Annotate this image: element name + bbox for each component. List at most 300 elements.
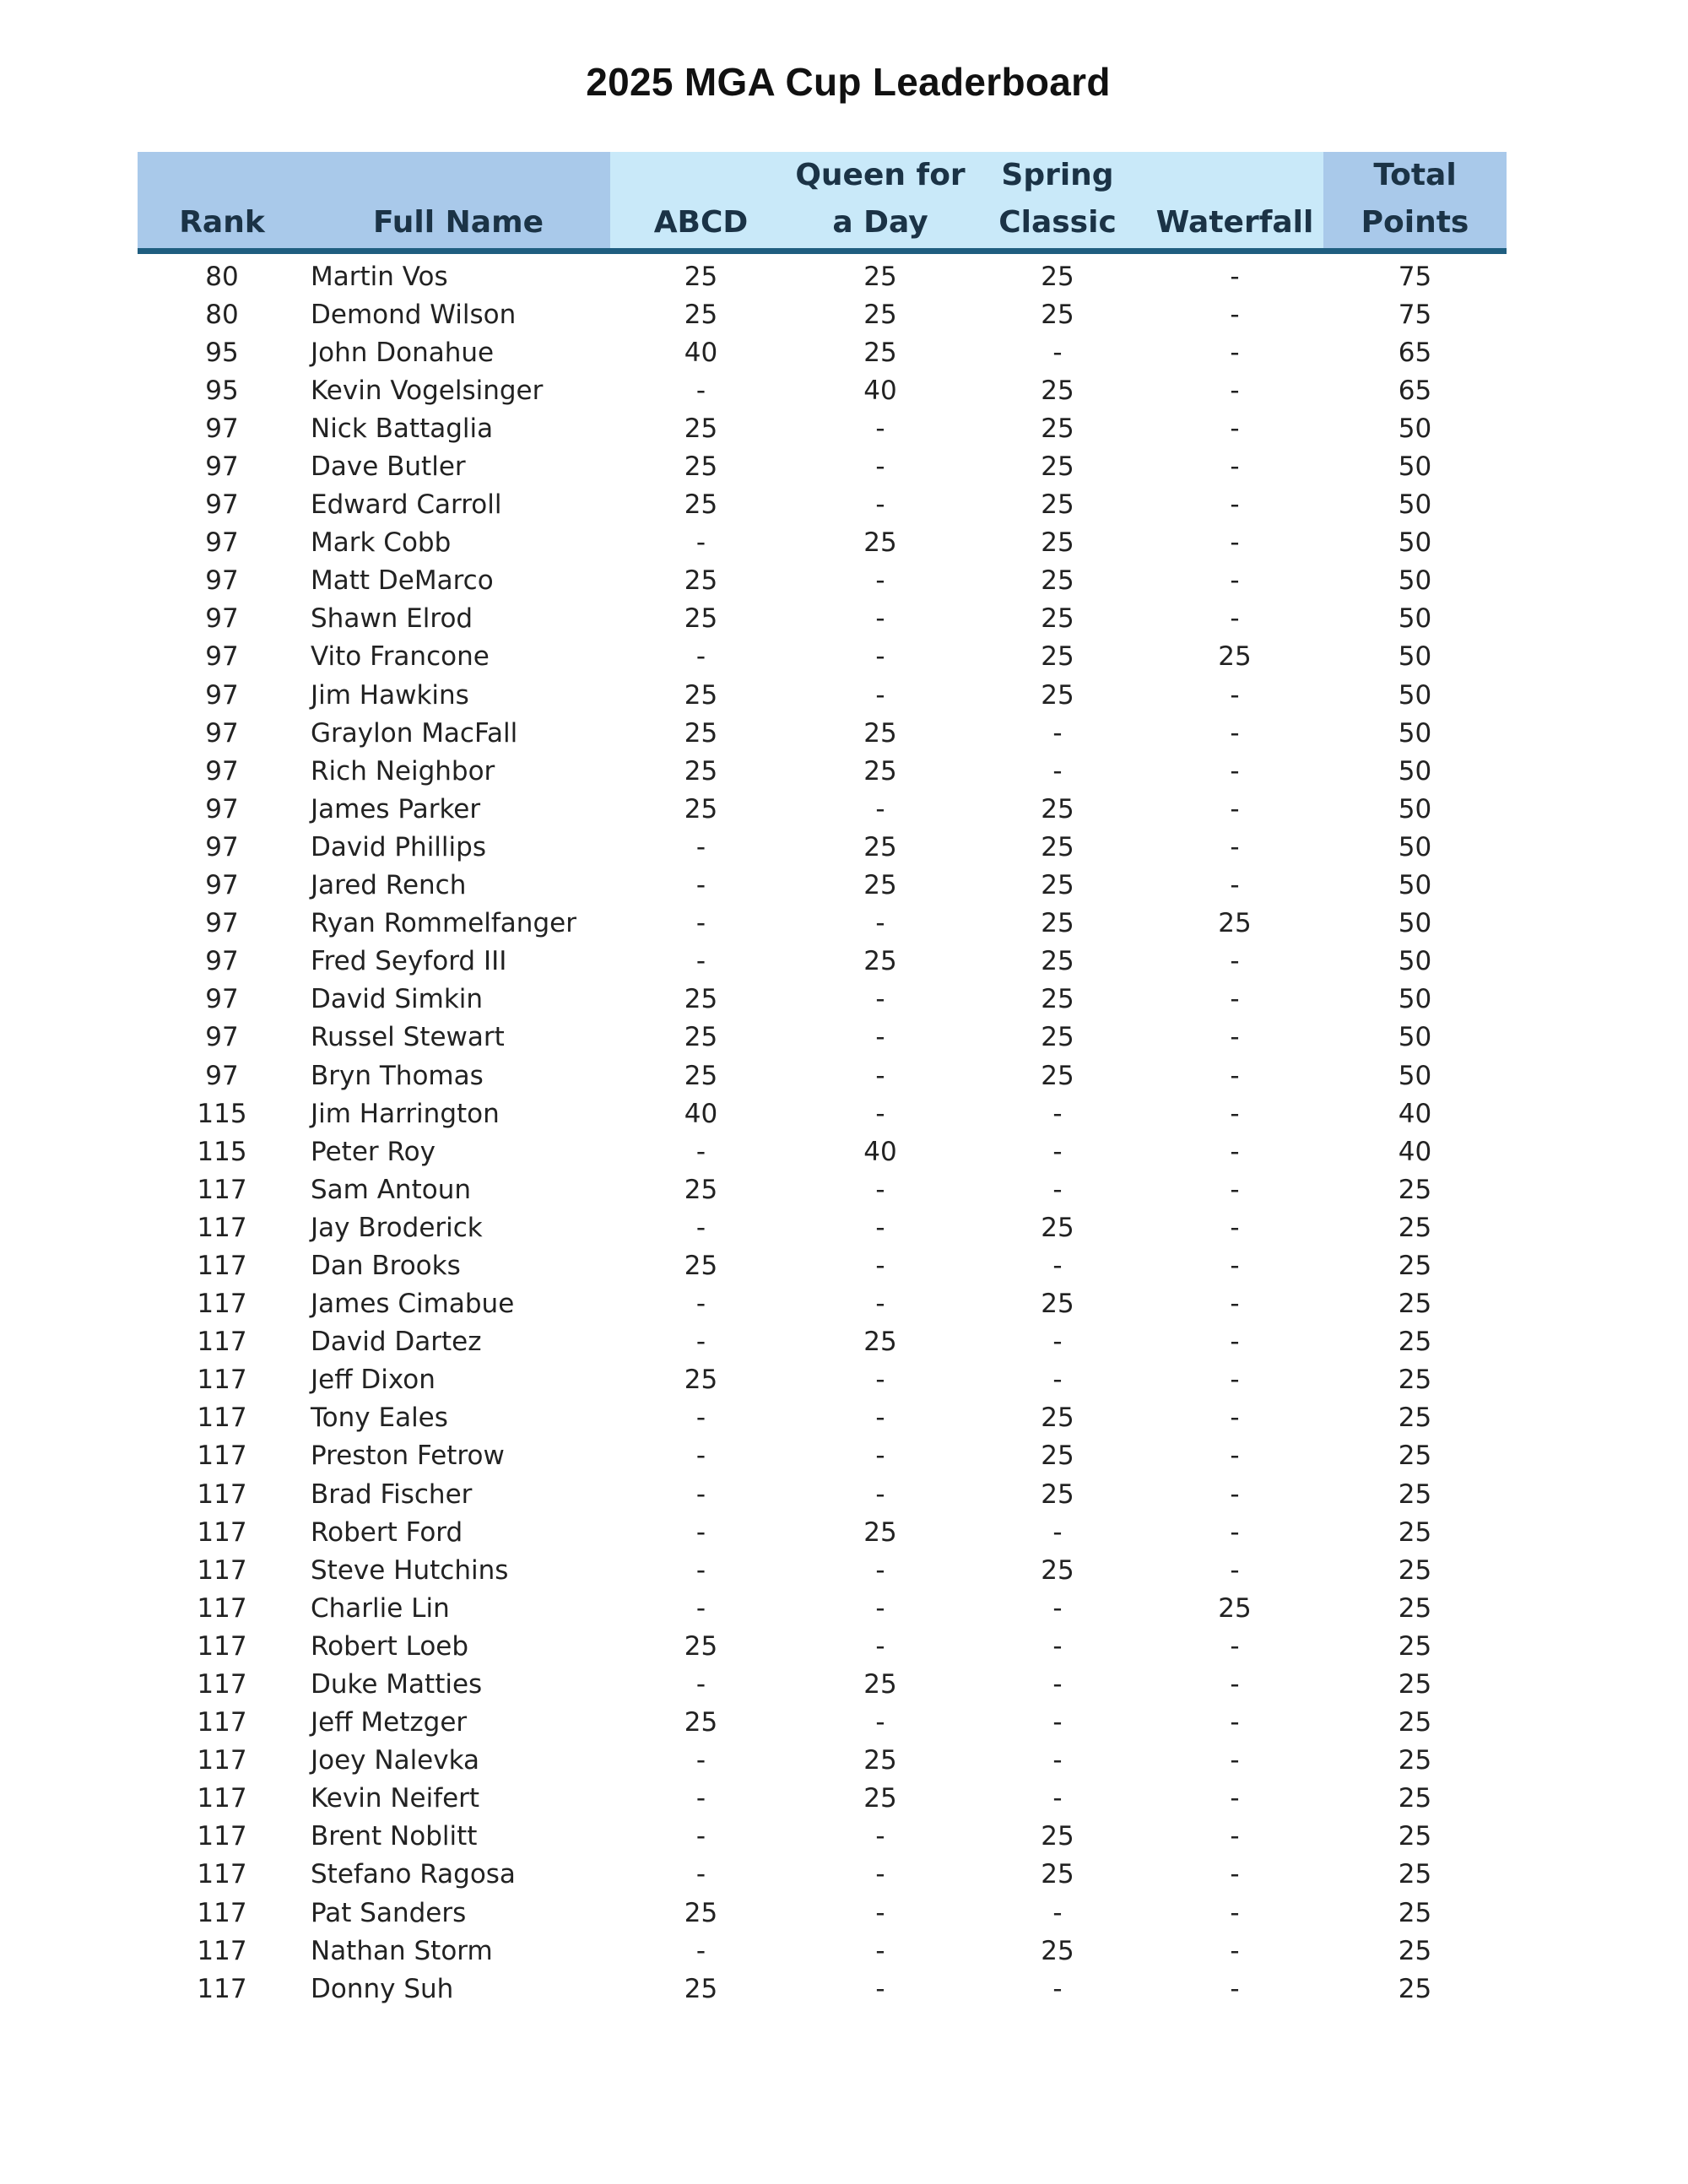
total-points-cell: 50 <box>1398 984 1432 1015</box>
waterfall-cell: - <box>1230 1707 1240 1738</box>
waterfall-cell: - <box>1230 489 1240 521</box>
queen-for-a-day-cell: 25 <box>863 946 897 977</box>
abcd-cell: - <box>695 1403 706 1434</box>
abcd-cell: 25 <box>684 1897 718 1928</box>
queen-for-a-day-cell: - <box>875 1060 885 1091</box>
waterfall-cell: - <box>1230 1783 1240 1814</box>
total-points-cell: 25 <box>1398 1935 1432 1966</box>
abcd-cell: - <box>695 1212 706 1243</box>
abcd-cell: 25 <box>684 984 718 1015</box>
header-total-line1: Total <box>1373 158 1457 192</box>
spring-classic-cell: 25 <box>1041 1554 1074 1586</box>
abcd-cell: 25 <box>684 1250 718 1281</box>
table-row <box>138 1361 1507 1399</box>
name-cell: Donny Suh <box>311 1973 454 2004</box>
name-cell: David Simkin <box>311 984 484 1015</box>
abcd-cell: - <box>695 527 706 559</box>
total-points-cell: 50 <box>1398 451 1432 483</box>
waterfall-cell: - <box>1230 1136 1240 1167</box>
waterfall-cell: - <box>1230 1174 1240 1205</box>
rank-cell: 97 <box>205 603 239 635</box>
waterfall-cell: - <box>1230 1669 1240 1700</box>
table-row <box>138 752 1507 790</box>
rank-cell: 97 <box>205 946 239 977</box>
name-cell: Jared Rench <box>311 870 467 901</box>
name-cell: Robert Loeb <box>311 1630 469 1662</box>
abcd-cell: 25 <box>684 1365 718 1396</box>
name-cell: Peter Roy <box>311 1136 436 1167</box>
total-points-cell: 40 <box>1398 1098 1432 1129</box>
spring-classic-cell: - <box>1052 1707 1063 1738</box>
abcd-cell: - <box>695 946 706 977</box>
abcd-cell: - <box>695 1289 706 1320</box>
total-points-cell: 50 <box>1398 793 1432 824</box>
abcd-cell: - <box>695 1935 706 1966</box>
total-points-cell: 25 <box>1398 1783 1432 1814</box>
table-row <box>138 1095 1507 1133</box>
waterfall-cell: - <box>1230 1821 1240 1852</box>
waterfall-cell: - <box>1230 984 1240 1015</box>
header-spring-line1: Spring <box>1001 158 1114 192</box>
queen-for-a-day-cell: - <box>875 1365 885 1396</box>
rank-cell: 117 <box>197 1479 247 1510</box>
queen-for-a-day-cell: - <box>875 413 885 444</box>
queen-for-a-day-cell: - <box>875 1592 885 1624</box>
header-total-points <box>1323 152 1507 251</box>
spring-classic-cell: - <box>1052 337 1063 368</box>
rank-cell: 117 <box>197 1935 247 1966</box>
abcd-cell: 25 <box>684 717 718 749</box>
table-row <box>138 333 1507 371</box>
queen-for-a-day-cell: - <box>875 641 885 673</box>
table-row <box>138 1627 1507 1665</box>
waterfall-cell: - <box>1230 1745 1240 1776</box>
spring-classic-cell: 25 <box>1041 1859 1074 1890</box>
queen-for-a-day-cell: 40 <box>863 1136 897 1167</box>
total-points-cell: 25 <box>1398 1630 1432 1662</box>
spring-classic-cell: 25 <box>1041 1212 1074 1243</box>
abcd-cell: - <box>695 908 706 939</box>
total-points-cell: 40 <box>1398 1136 1432 1167</box>
total-points-cell: 50 <box>1398 489 1432 521</box>
abcd-cell: - <box>695 1136 706 1167</box>
table-row <box>138 1856 1507 1894</box>
abcd-cell: 25 <box>684 565 718 597</box>
total-points-cell: 25 <box>1398 1289 1432 1320</box>
abcd-cell: - <box>695 1441 706 1472</box>
table-row <box>138 295 1507 333</box>
header-full-name-label: Full Name <box>373 205 544 240</box>
abcd-cell: - <box>695 1669 706 1700</box>
table-row <box>138 1513 1507 1551</box>
spring-classic-cell: 25 <box>1041 451 1074 483</box>
table-row <box>138 981 1507 1019</box>
rank-cell: 97 <box>205 755 239 787</box>
name-cell: Nathan Storm <box>311 1935 493 1966</box>
total-points-cell: 25 <box>1398 1441 1432 1472</box>
rank-cell: 97 <box>205 679 239 711</box>
spring-classic-cell: 25 <box>1041 375 1074 406</box>
queen-for-a-day-cell: - <box>875 1707 885 1738</box>
abcd-cell: 25 <box>684 413 718 444</box>
rank-cell: 97 <box>205 413 239 444</box>
queen-for-a-day-cell: - <box>875 679 885 711</box>
spring-classic-cell: - <box>1052 1516 1063 1548</box>
table-row <box>138 562 1507 600</box>
queen-for-a-day-cell: 40 <box>863 375 897 406</box>
spring-classic-cell: 25 <box>1041 299 1074 330</box>
table-row <box>138 1589 1507 1627</box>
rank-cell: 117 <box>197 1250 247 1281</box>
total-points-cell: 25 <box>1398 1554 1432 1586</box>
table-row <box>138 867 1507 905</box>
name-cell: Demond Wilson <box>311 299 517 330</box>
rank-cell: 117 <box>197 1327 247 1358</box>
rank-cell: 97 <box>205 565 239 597</box>
abcd-cell: 25 <box>684 451 718 483</box>
queen-for-a-day-cell: - <box>875 1212 885 1243</box>
waterfall-cell: - <box>1230 1441 1240 1472</box>
spring-classic-cell: - <box>1052 1098 1063 1129</box>
abcd-cell: - <box>695 1592 706 1624</box>
leaderboard-table <box>138 152 1507 2008</box>
rank-cell: 97 <box>205 1060 239 1091</box>
header-full-name <box>306 152 610 251</box>
queen-for-a-day-cell: 25 <box>863 527 897 559</box>
waterfall-cell: - <box>1230 1630 1240 1662</box>
queen-for-a-day-cell: - <box>875 1973 885 2004</box>
queen-for-a-day-cell: - <box>875 451 885 483</box>
queen-for-a-day-cell: - <box>875 1479 885 1510</box>
name-cell: Ryan Rommelfanger <box>311 908 576 939</box>
abcd-cell: 25 <box>684 1630 718 1662</box>
queen-for-a-day-cell: - <box>875 1441 885 1472</box>
waterfall-cell: - <box>1230 1973 1240 2004</box>
abcd-cell: - <box>695 831 706 862</box>
name-cell: Charlie Lin <box>311 1592 450 1624</box>
table-row <box>138 828 1507 866</box>
queen-for-a-day-cell: - <box>875 984 885 1015</box>
spring-classic-cell: 25 <box>1041 261 1074 292</box>
abcd-cell: 25 <box>684 261 718 292</box>
header-rank <box>138 152 306 251</box>
abcd-cell: - <box>695 1783 706 1814</box>
waterfall-cell: - <box>1230 1365 1240 1396</box>
name-cell: Stefano Ragosa <box>311 1859 516 1890</box>
name-cell: Jim Harrington <box>311 1098 500 1129</box>
queen-for-a-day-cell: - <box>875 489 885 521</box>
waterfall-cell: 25 <box>1218 1592 1252 1624</box>
abcd-cell: - <box>695 1859 706 1890</box>
total-points-cell: 65 <box>1398 375 1432 406</box>
queen-for-a-day-cell: - <box>875 1250 885 1281</box>
total-points-cell: 25 <box>1398 1745 1432 1776</box>
abcd-cell: 25 <box>684 489 718 521</box>
total-points-cell: 50 <box>1398 527 1432 559</box>
queen-for-a-day-cell: 25 <box>863 261 897 292</box>
waterfall-cell: 25 <box>1218 908 1252 939</box>
name-cell: Graylon MacFall <box>311 717 518 749</box>
rank-cell: 117 <box>197 1365 247 1396</box>
spring-classic-cell: - <box>1052 1669 1063 1700</box>
waterfall-cell: - <box>1230 261 1240 292</box>
queen-for-a-day-cell: - <box>875 1935 885 1966</box>
total-points-cell: 25 <box>1398 1516 1432 1548</box>
rank-cell: 97 <box>205 984 239 1015</box>
header-spring-classic <box>969 152 1146 251</box>
name-cell: Preston Fetrow <box>311 1441 505 1472</box>
rank-cell: 117 <box>197 1745 247 1776</box>
abcd-cell: 40 <box>684 337 718 368</box>
name-cell: Edward Carroll <box>311 489 502 521</box>
rank-cell: 117 <box>197 1174 247 1205</box>
table-row <box>138 638 1507 676</box>
abcd-cell: - <box>695 1479 706 1510</box>
waterfall-cell: - <box>1230 1403 1240 1434</box>
header-queen-line1: Queen for <box>795 158 966 192</box>
spring-classic-cell: 25 <box>1041 1441 1074 1472</box>
total-points-cell: 50 <box>1398 1060 1432 1091</box>
queen-for-a-day-cell: 25 <box>863 1669 897 1700</box>
queen-for-a-day-cell: - <box>875 1630 885 1662</box>
header-queen-for-a-day <box>792 152 969 251</box>
abcd-cell: 25 <box>684 793 718 824</box>
rank-cell: 117 <box>197 1783 247 1814</box>
name-cell: David Phillips <box>311 831 486 862</box>
rank-cell: 117 <box>197 1859 247 1890</box>
spring-classic-cell: - <box>1052 1973 1063 2004</box>
queen-for-a-day-cell: 25 <box>863 831 897 862</box>
queen-for-a-day-cell: - <box>875 1821 885 1852</box>
total-points-cell: 25 <box>1398 1897 1432 1928</box>
table-row <box>138 676 1507 714</box>
abcd-cell: - <box>695 870 706 901</box>
waterfall-cell: - <box>1230 870 1240 901</box>
name-cell: Kevin Vogelsinger <box>311 375 544 406</box>
spring-classic-cell: 25 <box>1041 1289 1074 1320</box>
waterfall-cell: - <box>1230 603 1240 635</box>
spring-classic-cell: - <box>1052 1327 1063 1358</box>
rank-cell: 95 <box>205 375 239 406</box>
table-row <box>138 1208 1507 1246</box>
table-row <box>138 1057 1507 1095</box>
queen-for-a-day-cell: - <box>875 1174 885 1205</box>
spring-classic-cell: 25 <box>1041 946 1074 977</box>
name-cell: Vito Francone <box>311 641 490 673</box>
rank-cell: 97 <box>205 908 239 939</box>
spring-classic-cell: 25 <box>1041 679 1074 711</box>
name-cell: Martin Vos <box>311 261 448 292</box>
table-row <box>138 1932 1507 1970</box>
table-row <box>138 905 1507 943</box>
abcd-cell: 25 <box>684 755 718 787</box>
total-points-cell: 50 <box>1398 870 1432 901</box>
name-cell: David Dartez <box>311 1327 482 1358</box>
spring-classic-cell: - <box>1052 1783 1063 1814</box>
name-cell: Fred Seyford III <box>311 946 507 977</box>
name-cell: Robert Ford <box>311 1516 463 1548</box>
spring-classic-cell: - <box>1052 1592 1063 1624</box>
queen-for-a-day-cell: - <box>875 1098 885 1129</box>
rank-cell: 117 <box>197 1973 247 2004</box>
queen-for-a-day-cell: - <box>875 1859 885 1890</box>
total-points-cell: 50 <box>1398 565 1432 597</box>
rank-cell: 117 <box>197 1821 247 1852</box>
name-cell: Brent Noblitt <box>311 1821 478 1852</box>
rank-cell: 117 <box>197 1289 247 1320</box>
header-abcd-label: ABCD <box>653 205 749 240</box>
total-points-cell: 25 <box>1398 1479 1432 1510</box>
rank-cell: 97 <box>205 717 239 749</box>
rank-cell: 117 <box>197 1212 247 1243</box>
table-row <box>138 1551 1507 1589</box>
total-points-cell: 75 <box>1398 299 1432 330</box>
rank-cell: 97 <box>205 489 239 521</box>
abcd-cell: 25 <box>684 1707 718 1738</box>
rank-cell: 97 <box>205 793 239 824</box>
table-row <box>138 600 1507 638</box>
waterfall-cell: - <box>1230 717 1240 749</box>
queen-for-a-day-cell: - <box>875 1289 885 1320</box>
name-cell: Russel Stewart <box>311 1022 505 1053</box>
queen-for-a-day-cell: 25 <box>863 1327 897 1358</box>
name-cell: Nick Battaglia <box>311 413 494 444</box>
total-points-cell: 25 <box>1398 1327 1432 1358</box>
table-row <box>138 1475 1507 1513</box>
header-waterfall-label: Waterfall <box>1155 205 1314 240</box>
waterfall-cell: - <box>1230 1098 1240 1129</box>
total-points-cell: 50 <box>1398 755 1432 787</box>
spring-classic-cell: 25 <box>1041 984 1074 1015</box>
rank-cell: 117 <box>197 1592 247 1624</box>
name-cell: Dan Brooks <box>311 1250 461 1281</box>
header-rank-label: Rank <box>179 205 265 240</box>
waterfall-cell: - <box>1230 1859 1240 1890</box>
spring-classic-cell: 25 <box>1041 1821 1074 1852</box>
spring-classic-cell: - <box>1052 717 1063 749</box>
total-points-cell: 50 <box>1398 603 1432 635</box>
abcd-cell: - <box>695 641 706 673</box>
waterfall-cell: - <box>1230 1327 1240 1358</box>
rank-cell: 80 <box>205 299 239 330</box>
name-cell: Kevin Neifert <box>311 1783 480 1814</box>
waterfall-cell: - <box>1230 1250 1240 1281</box>
table-row <box>138 371 1507 409</box>
queen-for-a-day-cell: 25 <box>863 717 897 749</box>
waterfall-cell: - <box>1230 1554 1240 1586</box>
waterfall-cell: - <box>1230 413 1240 444</box>
spring-classic-cell: 25 <box>1041 870 1074 901</box>
total-points-cell: 25 <box>1398 1973 1432 2004</box>
queen-for-a-day-cell: - <box>875 1403 885 1434</box>
rank-cell: 117 <box>197 1403 247 1434</box>
table-row <box>138 1970 1507 2008</box>
total-points-cell: 25 <box>1398 1821 1432 1852</box>
total-points-cell: 25 <box>1398 1707 1432 1738</box>
total-points-cell: 50 <box>1398 641 1432 673</box>
waterfall-cell: - <box>1230 527 1240 559</box>
waterfall-cell: - <box>1230 946 1240 977</box>
spring-classic-cell: 25 <box>1041 641 1074 673</box>
header-total-line2: Points <box>1361 205 1469 240</box>
waterfall-cell: - <box>1230 337 1240 368</box>
spring-classic-cell: 25 <box>1041 413 1074 444</box>
total-points-cell: 50 <box>1398 946 1432 977</box>
abcd-cell: 40 <box>684 1098 718 1129</box>
table-row <box>138 409 1507 447</box>
rank-cell: 97 <box>205 641 239 673</box>
rank-cell: 117 <box>197 1516 247 1548</box>
rank-cell: 97 <box>205 831 239 862</box>
table-row <box>138 1665 1507 1703</box>
table-row <box>138 1399 1507 1437</box>
name-cell: Brad Fischer <box>311 1479 473 1510</box>
queen-for-a-day-cell: 25 <box>863 755 897 787</box>
waterfall-cell: - <box>1230 755 1240 787</box>
spring-classic-cell: 25 <box>1041 527 1074 559</box>
table-row <box>138 943 1507 981</box>
spring-classic-cell: 25 <box>1041 565 1074 597</box>
name-cell: Jim Hawkins <box>311 679 469 711</box>
waterfall-cell: - <box>1230 1022 1240 1053</box>
name-cell: Bryn Thomas <box>311 1060 484 1091</box>
queen-for-a-day-cell: 25 <box>863 1516 897 1548</box>
page-title: 2025 MGA Cup Leaderboard <box>586 60 1111 104</box>
waterfall-cell: 25 <box>1218 641 1252 673</box>
queen-for-a-day-cell: - <box>875 565 885 597</box>
leaderboard-table-container <box>138 152 1507 2008</box>
name-cell: Matt DeMarco <box>311 565 494 597</box>
name-cell: Pat Sanders <box>311 1897 467 1928</box>
name-cell: Joey Nalevka <box>311 1745 480 1776</box>
queen-for-a-day-cell: - <box>875 603 885 635</box>
spring-classic-cell: - <box>1052 1745 1063 1776</box>
spring-classic-cell: - <box>1052 755 1063 787</box>
spring-classic-cell: 25 <box>1041 831 1074 862</box>
waterfall-cell: - <box>1230 1060 1240 1091</box>
table-row <box>138 1170 1507 1208</box>
rank-cell: 97 <box>205 527 239 559</box>
table-row <box>138 1894 1507 1932</box>
total-points-cell: 25 <box>1398 1250 1432 1281</box>
spring-classic-cell: 25 <box>1041 489 1074 521</box>
header-waterfall <box>1146 152 1323 251</box>
waterfall-cell: - <box>1230 793 1240 824</box>
total-points-cell: 25 <box>1398 1174 1432 1205</box>
rank-cell: 97 <box>205 1022 239 1053</box>
name-cell: John Donahue <box>311 337 495 368</box>
table-row <box>138 524 1507 562</box>
spring-classic-cell: - <box>1052 1365 1063 1396</box>
waterfall-cell: - <box>1230 1212 1240 1243</box>
queen-for-a-day-cell: 25 <box>863 337 897 368</box>
waterfall-cell: - <box>1230 565 1240 597</box>
total-points-cell: 25 <box>1398 1859 1432 1890</box>
table-row <box>138 1246 1507 1284</box>
name-cell: James Cimabue <box>311 1289 515 1320</box>
name-cell: Mark Cobb <box>311 527 452 559</box>
spring-classic-cell: 25 <box>1041 603 1074 635</box>
rank-cell: 115 <box>197 1136 247 1167</box>
table-row <box>138 714 1507 752</box>
queen-for-a-day-cell: - <box>875 1554 885 1586</box>
name-cell: Sam Antoun <box>311 1174 471 1205</box>
name-cell: Dave Butler <box>311 451 466 483</box>
spring-classic-cell: 25 <box>1041 1403 1074 1434</box>
waterfall-cell: - <box>1230 1479 1240 1510</box>
name-cell: James Parker <box>311 793 481 824</box>
table-row <box>138 447 1507 485</box>
